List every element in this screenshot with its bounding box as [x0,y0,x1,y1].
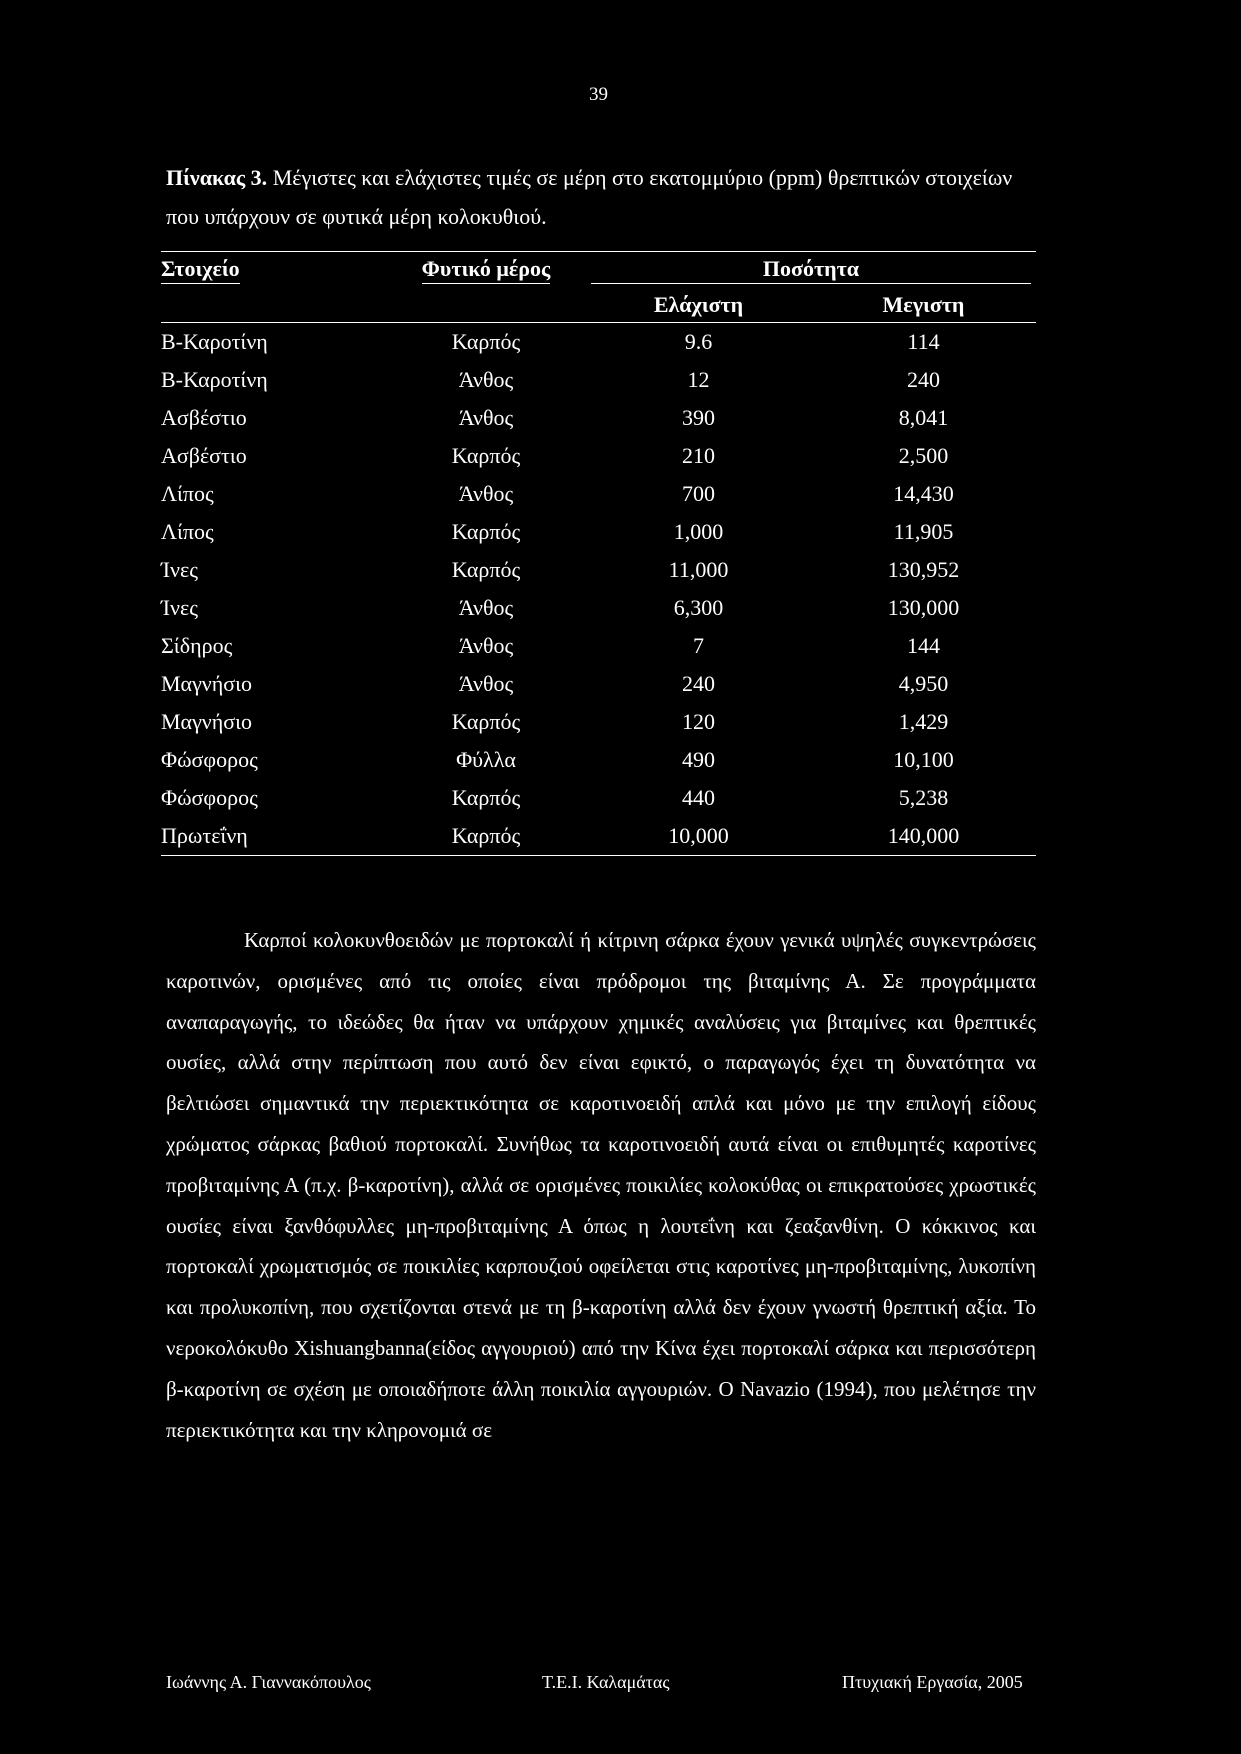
cell-element: Λίπος [161,519,214,544]
cell-part: Καρπός [451,785,521,810]
cell-max: 2,500 [898,443,949,468]
cell-min: 120 [682,709,715,734]
table-body [161,323,1036,856]
cell-element: Ίνες [161,557,198,582]
cell-element: Ασβέστιο [161,443,247,468]
cell-part: Άνθος [458,481,514,506]
cell-element: Σίδηρος [161,633,233,658]
body-text [166,920,1036,1450]
cell-min: 490 [682,747,715,772]
footer-thesis: Πτυχιακή Εργασία, 2005 [842,1672,1023,1692]
cell-element: Ίνες [161,595,198,620]
cell-max: 144 [907,633,940,658]
table-caption-text: Μέγιστες και ελάχιστες τιμές σε μέρη στο εκατομμύριο (ppm) θρεπτικών στοιχείων που υπάρχουν σε φυτικά μέρη κολοκυθιού. [166,165,1013,229]
table-caption-label: Πίνακας 3. [166,165,268,190]
header-element: Στοιχείο [161,252,386,289]
table-row [161,627,1036,665]
table-header-row [161,252,1036,289]
header-part: Φυτικό μέρος [386,252,586,289]
cell-max: 5,238 [898,785,949,810]
header-max: Μεγιστη [882,292,965,317]
body-paragraph: Καρποί κολοκυνθοειδών με πορτοκαλί ή κίτρινη σάρκα έχουν γενικά υψηλές συγκεντρώσεις καροτινών, ορισμένες από τις οποίες είναι πρόδρομοι της βιταμίνης Α. Σε προγράμματα αναπαραγωγής, το ιδεώδες θα ήταν να υπάρχουν χημικές αναλύσεις για βιταμίνες και θρεπτικές ουσίες, αλλά στην περίπτωση που αυτό δεν είναι εφικτό, ο παραγωγός έχει τη δυνατότητα να βελτιώσει σημαντικά την περιεκτικότητα σε καροτινοειδή απλά και μόνο με την επιλογή είδους χρώματος σάρκας βαθιού πορτοκαλί. Συνήθως τα καροτινοειδή αυτά είναι οι επιθυμητές καροτίνες προβιταμίνης Α (π.χ. β-καροτίνη), αλλά σε ορισμένες ποικιλίες κολοκύθας οι επικρατούσες χρωστικές ουσίες είναι ξανθόφυλλες μη-προβιταμίνης Α όπως η λουτεΐνη και ζεαξανθίνη. Ο κόκκινος και πορτοκαλί χρωματισμός σε ποικιλίες καρπουζιού οφείλεται στις καροτίνες μη-προβιταμίνης, λυκοπίνη και προλυκοπίνη, που σχετίζονται στενά με τη β-καροτίνη αλλά δεν έχουν γνωστή θρεπτική αξία. Το νεροκολόκυθο Xishuangbanna(είδος αγγουριού) από την Κίνα έχει πορτοκαλί σάρκα και περισσότερη β-καροτίνη σε σχέση με οποιαδήποτε άλλη ποικιλία αγγουριών. Ο Navazio (1994), που μελέτησε την περιεκτικότητα και την κληρονομιά σε [166,928,1036,1442]
cell-element: Β-Καροτίνη [161,329,268,354]
page-number: 39 [589,84,608,105]
cell-max: 114 [907,329,940,354]
cell-max: 130,952 [887,557,960,582]
cell-max: 11,905 [893,519,954,544]
cell-part: Καρπός [451,519,521,544]
table-row [161,361,1036,399]
cell-part: Καρπός [451,443,521,468]
cell-min: 6,300 [673,595,724,620]
cell-part: Καρπός [451,329,521,354]
table-row [161,475,1036,513]
cell-min: 11,000 [668,557,729,582]
cell-max: 14,430 [893,481,954,506]
table-row [161,703,1036,741]
cell-max: 4,950 [898,671,949,696]
cell-min: 9.6 [684,329,713,354]
nutrient-table [161,251,1036,856]
table-row [161,665,1036,703]
cell-max: 10,100 [893,747,954,772]
header-amount: Ποσότητα [586,252,1036,289]
cell-part: Άνθος [458,633,514,658]
table-row [161,551,1036,589]
cell-min: 440 [682,785,715,810]
cell-min: 12 [687,367,710,392]
cell-element: Πρωτεΐνη [161,823,248,848]
cell-part: Άνθος [458,367,514,392]
cell-part: Καρπός [451,557,521,582]
cell-min: 390 [682,405,715,430]
cell-part: Άνθος [458,595,514,620]
cell-element: Φώσφορος [161,747,258,772]
table-row [161,779,1036,817]
table-caption [166,158,1046,236]
cell-element: Λίπος [161,481,214,506]
cell-min: 7 [693,633,704,658]
table-row [161,437,1036,475]
header-min: Ελάχιστη [653,292,744,317]
cell-element: Ασβέστιο [161,405,247,430]
cell-part: Φύλλα [456,747,516,772]
cell-part: Καρπός [451,709,521,734]
cell-min: 210 [682,443,715,468]
cell-max: 130,000 [887,595,960,620]
footer-institution: Τ.Ε.Ι. Καλαμάτας [542,1672,670,1692]
table-row [161,741,1036,779]
cell-max: 8,041 [898,405,949,430]
footer-author: Ιωάννης Α. Γιαννακόπουλος [166,1672,371,1692]
cell-max: 240 [907,367,940,392]
table-row [161,399,1036,437]
table-subheader-row [161,288,1036,323]
cell-part: Καρπός [451,823,521,848]
table-row [161,589,1036,627]
cell-element: Μαγνήσιο [161,709,253,734]
table-row [161,323,1036,362]
cell-element: Β-Καροτίνη [161,367,268,392]
cell-min: 700 [682,481,715,506]
table-row [161,513,1036,551]
cell-part: Άνθος [458,671,514,696]
cell-part: Άνθος [458,405,514,430]
table-row [161,817,1036,856]
cell-element: Μαγνήσιο [161,671,253,696]
cell-min: 1,000 [673,519,724,544]
nutrient-table-container [161,251,1036,856]
cell-element: Φώσφορος [161,785,258,810]
cell-min: 240 [682,671,715,696]
cell-max: 140,000 [887,823,960,848]
cell-min: 10,000 [668,823,729,848]
cell-max: 1,429 [898,709,949,734]
